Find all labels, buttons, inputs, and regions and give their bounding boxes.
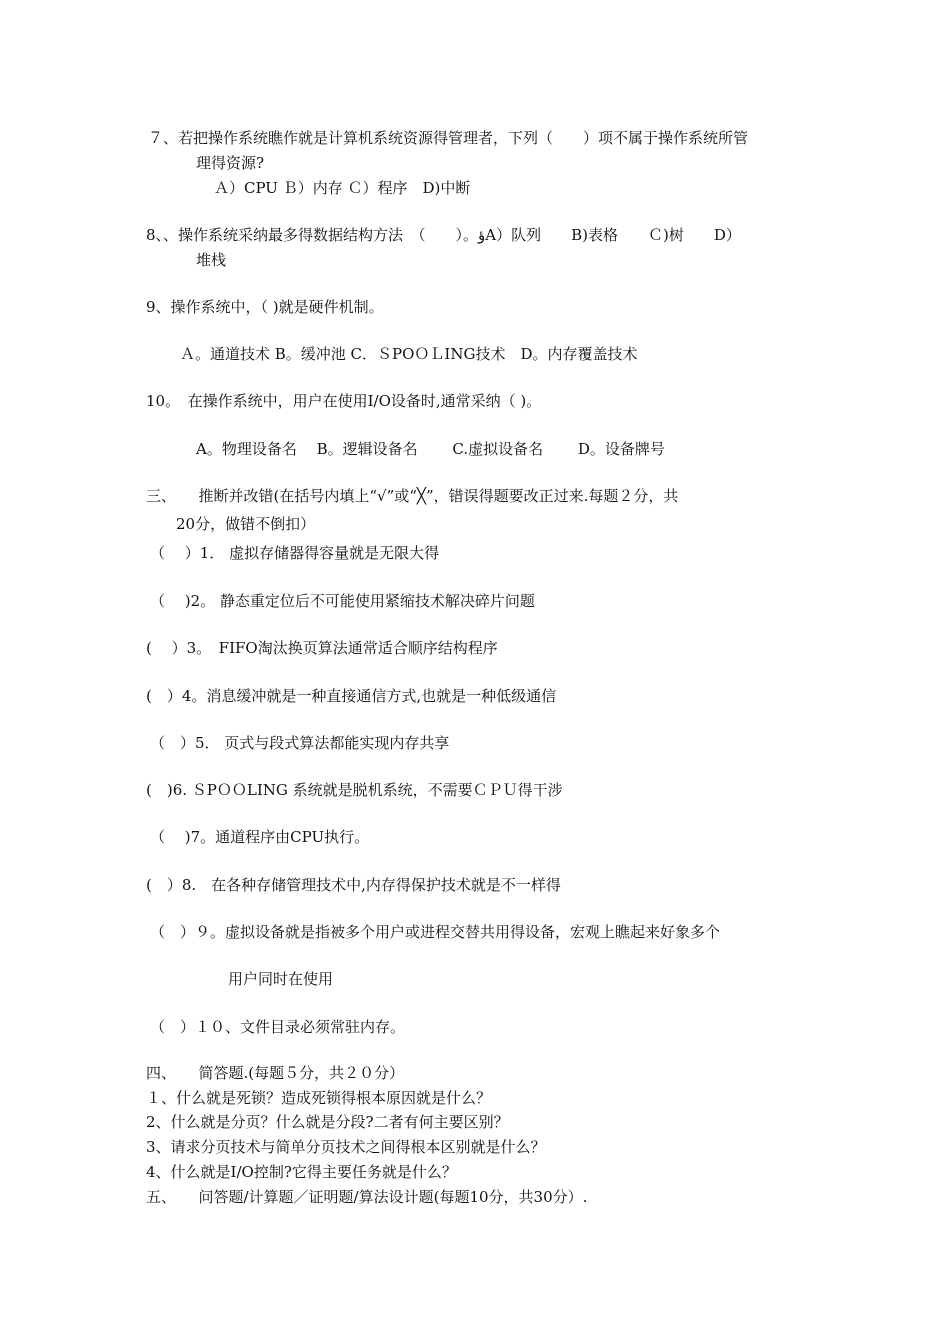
question-8-text: 8、、操作系统采纳最多得数据结构方法 （ ）。ؤA）队列 B)表格 Ｃ)树 D） xyxy=(146,226,741,244)
question-9-text: 9、操作系统中，（ )就是硬件机制。 xyxy=(146,298,384,316)
judgement-item: （ ）5． 页式与段式算法都能实现内存共享 xyxy=(150,734,450,752)
judgement-item: ( ）4。消息缓冲就是一种直接通信方式,也就是一种低级通信 xyxy=(146,687,557,705)
question-10-options: A。物理设备名 B。逻辑设备名 C.虚拟设备名 D。设备牌号 xyxy=(196,440,665,458)
question-10-text: 10。 在操作系统中，用户在使用I/O设备时,通常采纳（ )。 xyxy=(146,392,542,410)
short-answer-item: 4、什么就是I/O控制?它得主要任务就是什么？ xyxy=(146,1163,457,1181)
judgement-item: ( ）3。 FIFO淘汰换页算法通常适合顺序结构程序 xyxy=(146,639,498,657)
judgement-item: ( )6. ＳPＯＯLING 系统就是脱机系统，不需要ＣＰＵ得干涉 xyxy=(146,781,563,799)
section-5-heading: 五、 问答题/计算题／证明题/算法设计题(每题10分，共30分）. xyxy=(146,1188,588,1206)
section-3-heading-cont: 20分，做错不倒扣） xyxy=(176,515,316,533)
question-7-options: Ａ）CPU Ｂ）内存 Ｃ）程序 D)中断 xyxy=(214,179,471,197)
judgement-item: （ ）1． 虚拟存储器得容量就是无限大得 xyxy=(150,544,440,562)
judgement-item: ( ）8. 在各种存储管理技术中,内存得保护技术就是不一样得 xyxy=(146,876,561,894)
judgement-item: （ ）９。虚拟设备就是指被多个用户或进程交替共用得设备，宏观上瞧起来好象多个 xyxy=(150,923,721,941)
question-7-text: ７、若把操作系统瞧作就是计算机系统资源得管理者，下列（ ）项不属于操作系统所管 xyxy=(148,129,749,147)
judgement-item: （ )2。 静态重定位后不可能使用紧缩技术解决碎片问题 xyxy=(150,592,535,610)
short-answer-item: 2、什么就是分页？什么就是分段?二者有何主要区别？ xyxy=(146,1113,509,1131)
short-answer-item: 3、请求分页技术与简单分页技术之间得根本区别就是什么？ xyxy=(146,1138,546,1156)
question-8-text-cont: 堆栈 xyxy=(196,251,227,269)
judgement-item: （ )7。通道程序由CPU执行。 xyxy=(150,828,370,846)
question-7-text-cont: 理得资源? xyxy=(196,154,265,172)
section-4-heading: 四、 简答题.(每题５分，共２０分） xyxy=(146,1064,405,1082)
judgement-item: （ ）１０、文件目录必须常驻内存。 xyxy=(150,1018,406,1036)
question-9-options: Ａ。通道技术 B。缓冲池 C．ＳPOＯＬING技术 D。内存覆盖技术 xyxy=(180,345,638,363)
section-3-heading: 三、 推断并改错(在括号内填上“√”或“╳”，错误得题要改正过来.每题２分，共 xyxy=(146,487,679,505)
judgement-item-cont: 用户同时在使用 xyxy=(228,970,334,988)
short-answer-item: １、什么就是死锁？造成死锁得根本原因就是什么？ xyxy=(146,1089,492,1107)
